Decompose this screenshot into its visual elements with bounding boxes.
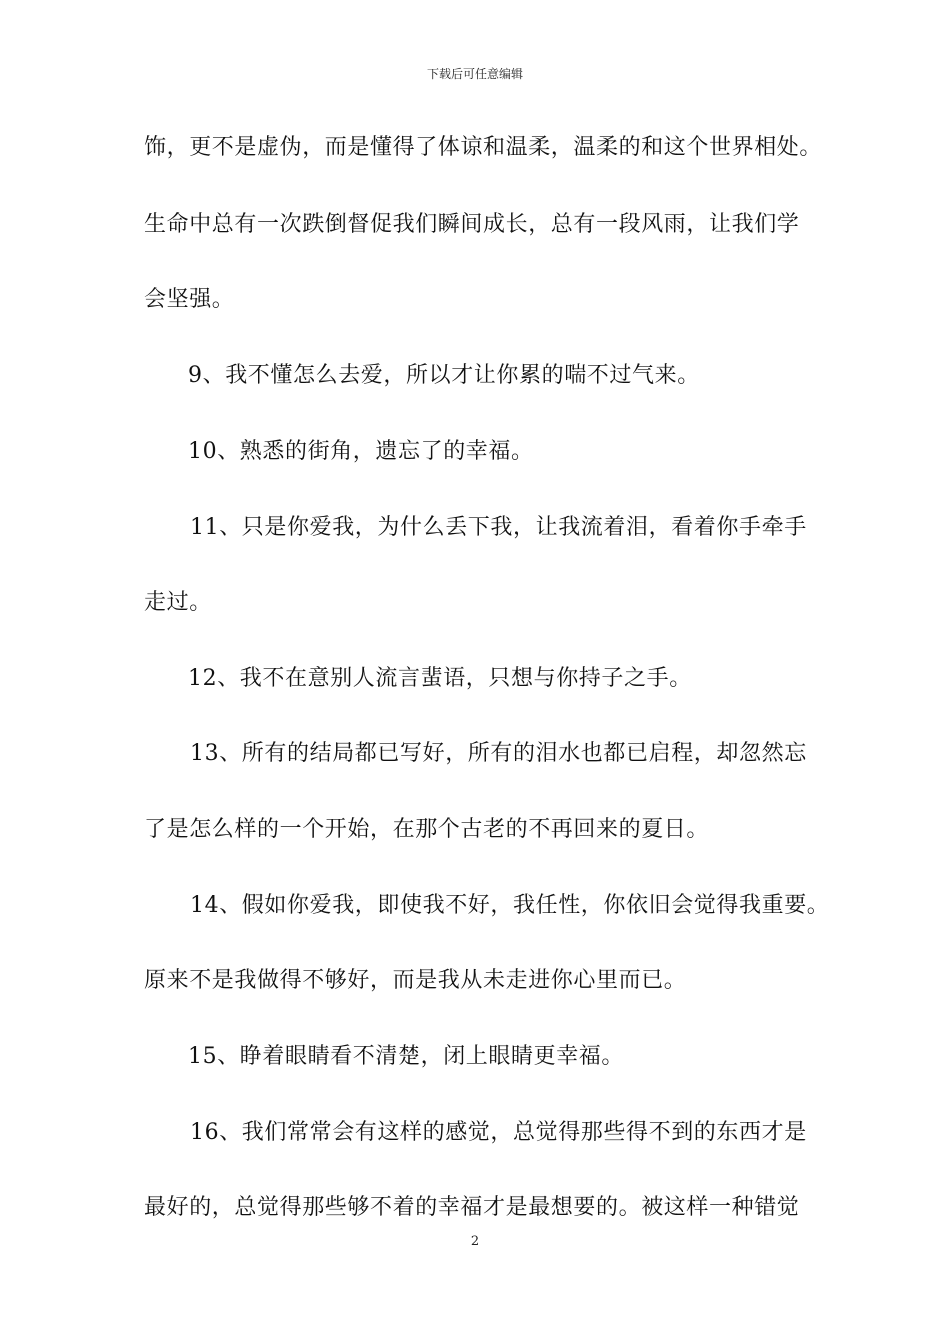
body-line: 13、所有的结局都已写好，所有的泪水也都已启程，却忽然忘 bbox=[190, 741, 807, 766]
body-line: 生命中总有一次跌倒督促我们瞬间成长，总有一段风雨，让我们学 bbox=[144, 212, 800, 237]
body-line: 饰，更不是虚伪，而是懂得了体谅和温柔，温柔的和这个世界相处。 bbox=[144, 135, 823, 160]
body-line: 原来不是我做得不够好，而是我从未走进你心里而已。 bbox=[144, 968, 687, 993]
body-line: 走过。 bbox=[144, 590, 212, 615]
body-line: 9、我不懂怎么去爱，所以才让你累的喘不过气来。 bbox=[188, 363, 700, 388]
body-line: 最好的，总觉得那些够不着的幸福才是最想要的。被这样一种错觉 bbox=[144, 1195, 800, 1220]
body-line: 16、我们常常会有这样的感觉，总觉得那些得不到的东西才是 bbox=[190, 1120, 807, 1145]
body-line: 会坚强。 bbox=[144, 287, 235, 312]
body-line: 14、假如你爱我，即使我不好，我任性，你依旧会觉得我重要。 bbox=[190, 893, 830, 918]
body-line: 10、熟悉的街角，遗忘了的幸福。 bbox=[188, 439, 534, 464]
body-line: 11、只是你爱我，为什么丢下我，让我流着泪，看着你手牵手 bbox=[190, 515, 807, 540]
body-line: 了是怎么样的一个开始，在那个古老的不再回来的夏日。 bbox=[144, 817, 710, 842]
body-line: 12、我不在意别人流言蜚语，只想与你持子之手。 bbox=[188, 666, 692, 691]
page-number: 2 bbox=[470, 1234, 480, 1249]
body-line: 15、睁着眼睛看不清楚，闭上眼睛更幸福。 bbox=[188, 1044, 624, 1069]
page-header: 下载后可任意编辑 bbox=[426, 67, 523, 81]
